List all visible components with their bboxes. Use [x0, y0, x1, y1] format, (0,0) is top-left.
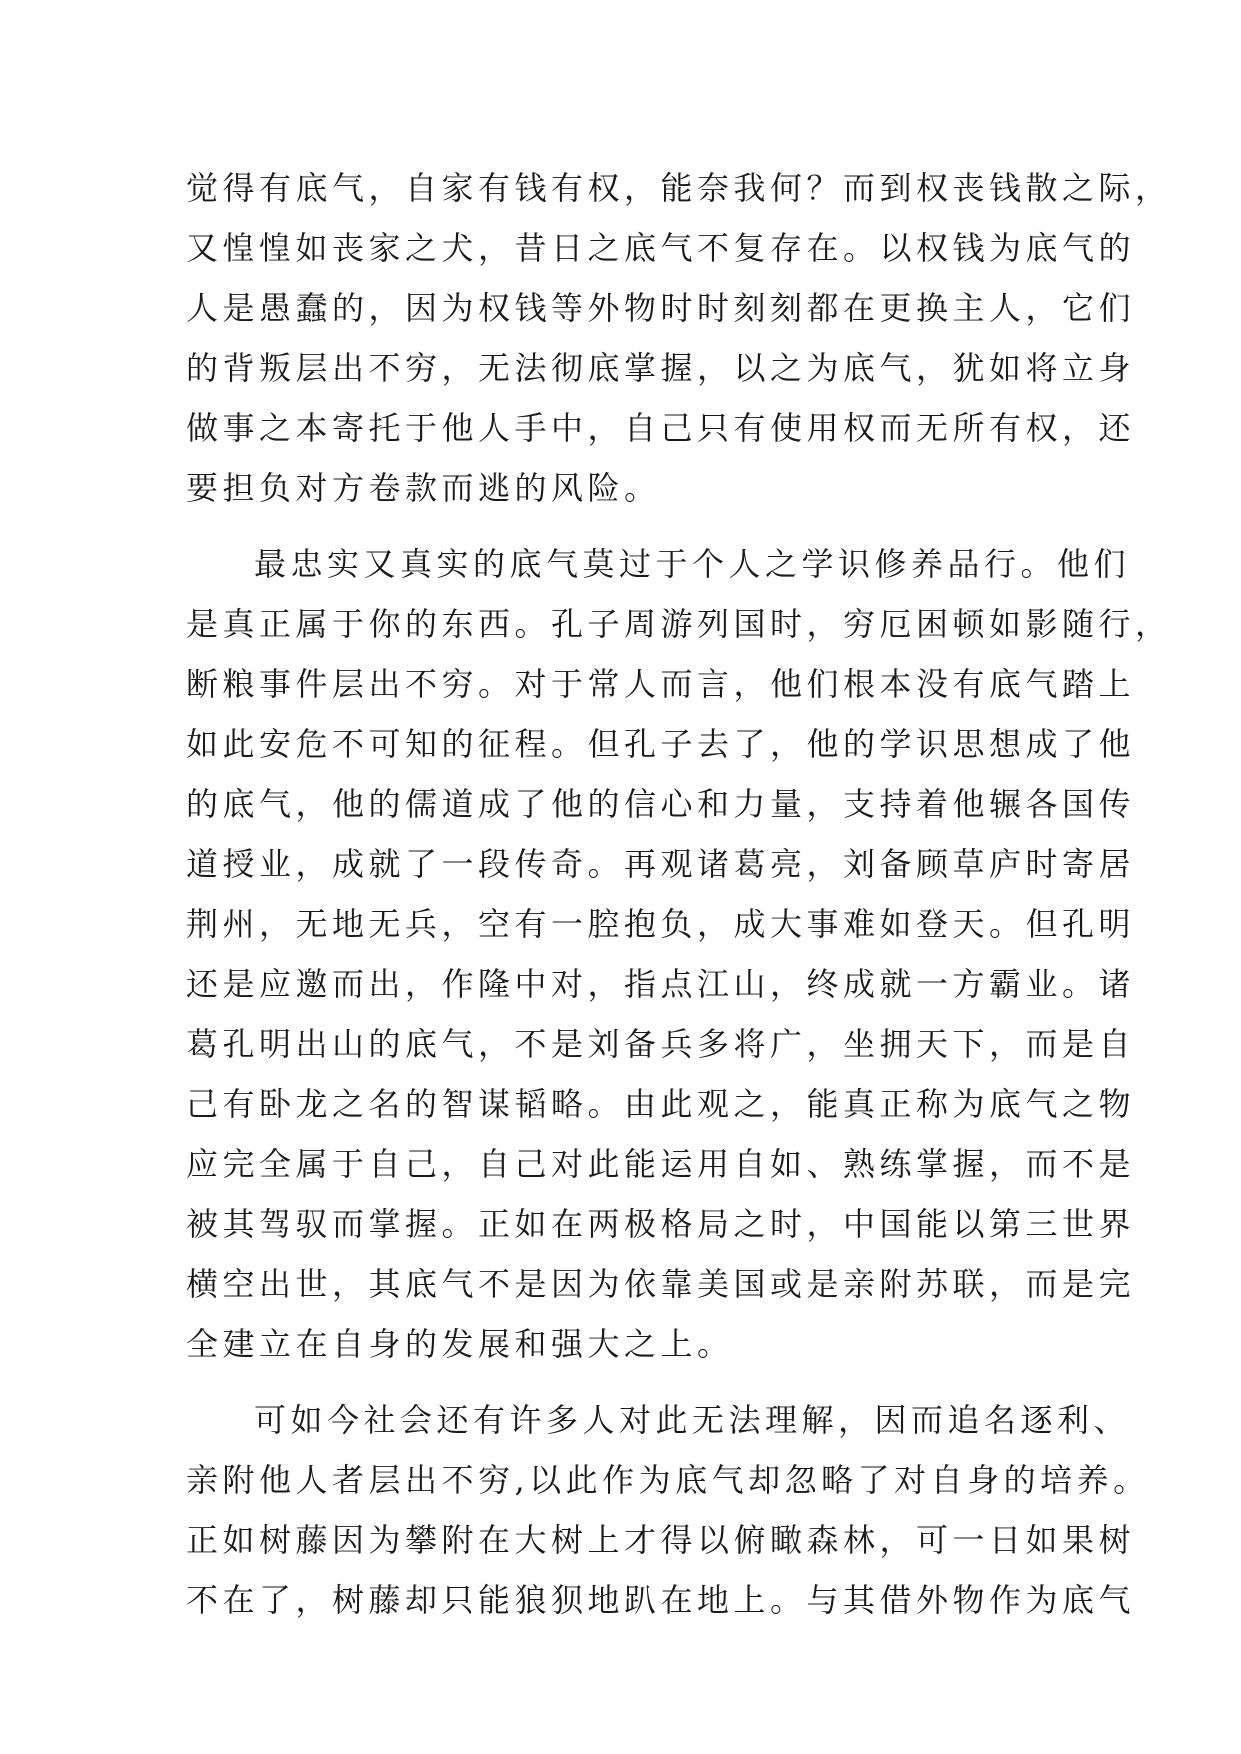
paragraph-spacer: [186, 518, 1046, 534]
paragraph-spacer: [186, 1374, 1046, 1390]
text-line: 的底气，他的儒道成了他的信心和力量，支持着他辗各国传: [186, 785, 1136, 823]
text-line: 做事之本寄托于他人手中，自己只有使用权而无所有权，还: [186, 409, 1136, 447]
text-line: 道授业，成就了一段传奇。再观诸葛亮，刘备顾草庐时寄居: [186, 845, 1136, 883]
paragraph-1: [186, 158, 1172, 518]
text-line: 不在了，树藤却只能狼狈地趴在地上。与其借外物作为底气: [186, 1581, 1136, 1619]
body-text: [186, 158, 1172, 1630]
text-line: 还是应邀而出，作隆中对，指点江山，终成就一方霸业。诸: [186, 965, 1136, 1003]
text-line: 又惶惶如丧家之犬，昔日之底气不复存在。以权钱为底气的: [186, 229, 1136, 267]
text-line: 的背叛层出不穷，无法彻底掌握，以之为底气，犹如将立身: [186, 349, 1136, 387]
text-line: 要担负对方卷款而逃的风险。: [186, 469, 661, 507]
text-line: 葛孔明出山的底气，不是刘备兵多将广，坐拥天下，而是自: [186, 1025, 1136, 1063]
text-line: 亲附他人者层出不穷,以此作为底气却忽略了对自身的培养。: [186, 1461, 1150, 1499]
text-line: 断粮事件层出不穷。对于常人而言，他们根本没有底气踏上: [186, 665, 1136, 703]
text-line: 可如今社会还有许多人对此无法理解，因而追名逐利、: [254, 1401, 1131, 1439]
text-line: 觉得有底气，自家有钱有权，能奈我何？而到权丧钱散之际，: [186, 169, 1172, 207]
text-line: 正如树藤因为攀附在大树上才得以俯瞰森林，可一日如果树: [186, 1521, 1136, 1559]
text-line: 应完全属于自己，自己对此能运用自如、熟练掌握，而不是: [186, 1145, 1136, 1183]
paragraph-2: [186, 534, 1172, 1374]
paragraph-3: [186, 1390, 1150, 1630]
text-line: 最忠实又真实的底气莫过于个人之学识修养品行。他们: [254, 545, 1131, 583]
text-line: 己有卧龙之名的智谋韬略。由此观之，能真正称为底气之物: [186, 1085, 1136, 1123]
text-line: 是真正属于你的东西。孔子周游列国时，穷厄困顿如影随行，: [186, 605, 1172, 643]
text-line: 荆州，无地无兵，空有一腔抱负，成大事难如登天。但孔明: [186, 905, 1136, 943]
text-line: 全建立在自身的发展和强大之上。: [186, 1325, 734, 1363]
text-line: 如此安危不可知的征程。但孔子去了，他的学识思想成了他: [186, 725, 1136, 763]
text-line: 被其驾驭而掌握。正如在两极格局之时，中国能以第三世界: [186, 1205, 1136, 1243]
text-line: 人是愚蠢的，因为权钱等外物时时刻刻都在更换主人，它们: [186, 289, 1136, 327]
text-line: 横空出世，其底气不是因为依靠美国或是亲附苏联，而是完: [186, 1265, 1136, 1303]
